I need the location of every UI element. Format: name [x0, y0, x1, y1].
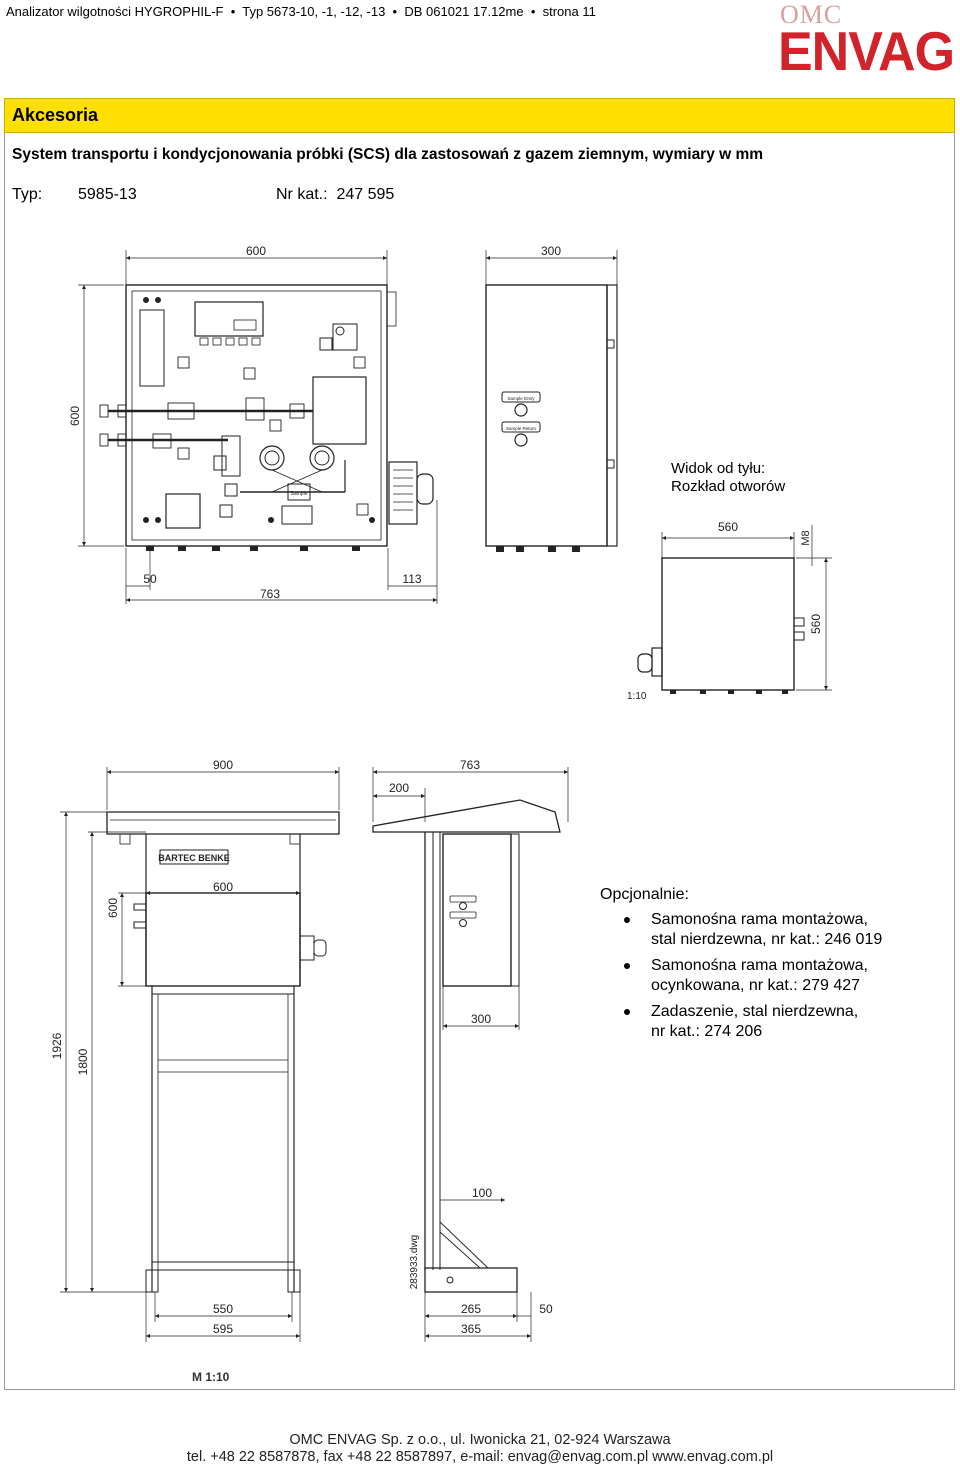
dim-side-cab: 300	[470, 1012, 492, 1026]
logo-envag: ENVAG	[778, 21, 955, 83]
header-db: DB 061021 17.12me	[404, 4, 524, 19]
drawing-number: 283933.dwg	[409, 1234, 420, 1290]
dim-side-base-total: 365	[460, 1322, 482, 1336]
dim-cab-height: 600	[106, 897, 120, 919]
option-line2: stal nierdzewna, nr kat.: 246 019	[651, 931, 883, 948]
option-item	[600, 910, 882, 950]
dim-side-overhang: 200	[388, 781, 410, 795]
back-scale-label: 1:10	[627, 691, 647, 702]
side-view-drawing	[486, 244, 617, 552]
dim-back-height: 560	[809, 613, 823, 635]
back-view-line1: Widok od tyłu:	[671, 460, 766, 477]
dim-back-hole: M8	[800, 530, 812, 546]
option-line1: Samonośna rama montażowa,	[651, 957, 868, 974]
dim-left-offset: 50	[143, 572, 157, 586]
logo-omc: OMC	[780, 0, 843, 29]
back-view-drawing	[627, 520, 832, 702]
sign-sample-return: Sample Return	[505, 426, 537, 431]
option-item	[600, 956, 882, 996]
typ-value: 5985-13	[78, 186, 137, 203]
footer-contact: tel. +48 22 8587878, fax +48 22 8587897, e-mail: envag@envag.com.pl www.envag.com.pl	[186, 1449, 774, 1465]
dim-cab-width: 600	[212, 880, 234, 894]
typ-label: Typ:	[12, 186, 43, 203]
cat-label: Nr kat.:	[276, 186, 328, 203]
dim-right-offset: 113	[402, 572, 422, 586]
option-item	[600, 1002, 882, 1042]
section-title: Akcesoria	[12, 105, 99, 125]
dim-side-depth: 300	[540, 244, 562, 258]
dim-total-width: 763	[259, 587, 281, 601]
subtitle: System transportu i kondycjonowania próbki (SCS) dla zastosowań z gazem ziemnym, wymiary w mm	[12, 146, 764, 163]
inline-tag-label: Sample	[290, 491, 308, 497]
header-type: Typ 5673-10, -1, -12, -13	[242, 4, 386, 19]
options-list	[600, 886, 882, 1048]
brand-plate: BARTEC BENKE	[158, 853, 230, 863]
footer-address: OMC ENVAG Sp. z o.o., ul. Iwonicka 21, 02-924 Warszawa	[289, 1432, 671, 1448]
dim-inner-width: 550	[212, 1302, 234, 1316]
back-view-line2: Rozkład otworów	[671, 478, 786, 495]
frame-side-drawing	[373, 758, 568, 1342]
option-line2: nr kat.: 274 206	[651, 1023, 763, 1040]
dim-frame-height: 1800	[76, 1048, 90, 1076]
dim-side-base-2: 50	[539, 1302, 553, 1316]
dim-outer-width: 595	[212, 1322, 234, 1336]
scale-label: M 1:10	[192, 1370, 230, 1384]
document-header: Analizator wilgotności HYGROPHIL-F • Typ 5673-10, -1, -12, -13 • DB 061021 17.12me • strona 11	[6, 4, 596, 19]
dim-front-width: 600	[245, 244, 267, 258]
dim-total-height: 1926	[50, 1032, 64, 1060]
dim-side-base-1: 265	[460, 1302, 482, 1316]
front-view-drawing	[68, 244, 437, 604]
dim-back-width: 560	[717, 520, 739, 534]
option-line1: Samonośna rama montażowa,	[651, 911, 868, 928]
header-product: Analizator wilgotności HYGROPHIL-F	[6, 4, 224, 19]
dim-side-roof: 763	[459, 758, 481, 772]
cat-value: 247 595	[336, 186, 395, 203]
dim-front-height: 600	[68, 405, 82, 427]
option-line2: ocynkowana, nr kat.: 279 427	[651, 977, 861, 994]
option-line1: Zadaszenie, stal nierdzewna,	[651, 1003, 859, 1020]
dim-roof-width: 900	[212, 758, 234, 772]
dim-side-foot: 100	[471, 1186, 493, 1200]
sign-sample-entry: Sample Entry	[507, 396, 535, 401]
header-page: strona 11	[542, 4, 596, 19]
back-view-note	[671, 460, 785, 496]
frame-front-drawing	[50, 758, 339, 1342]
options-title: Opcjonalnie:	[600, 886, 689, 903]
